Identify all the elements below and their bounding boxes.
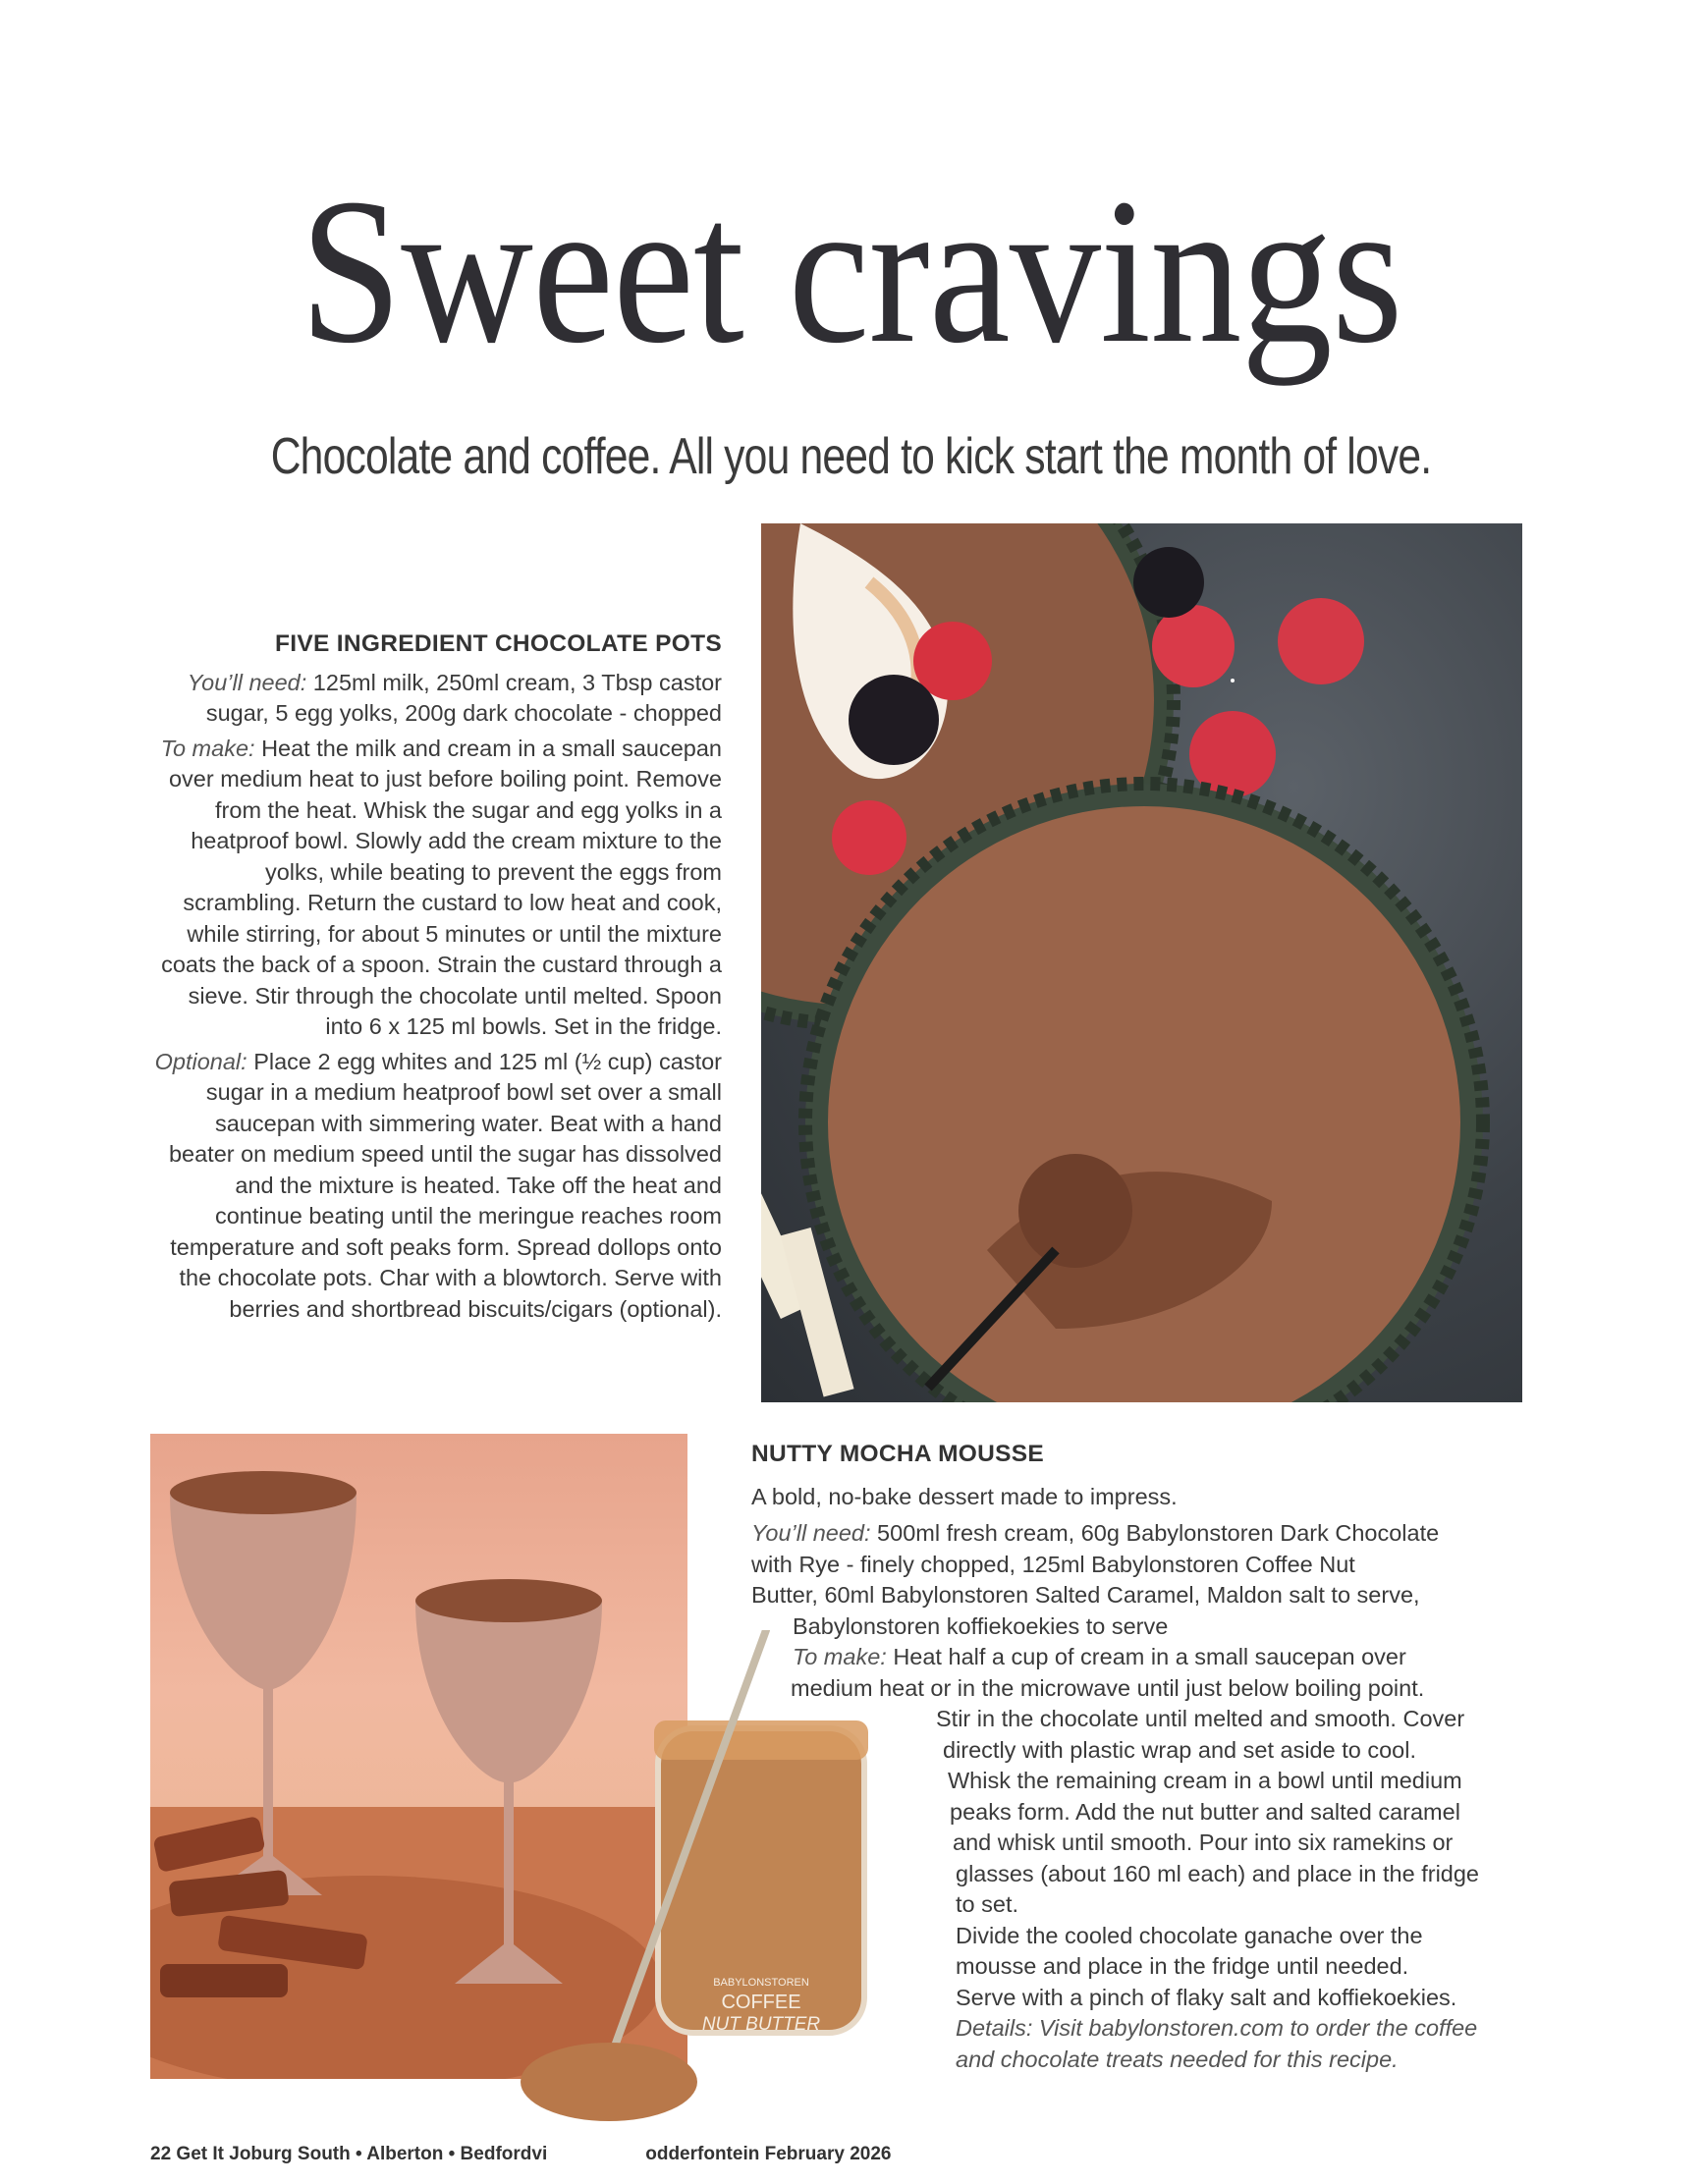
page-subtitle: Chocolate and coffee. All you need to kick start the month of love.: [270, 428, 1432, 485]
method-line: directly with plastic wrap and set aside to cool.: [943, 1736, 1416, 1763]
method-line: glasses (about 160 ml each) and place in the fridge: [956, 1860, 1479, 1886]
footer-left: 22 Get It Joburg South • Alberton • Bedfordvi: [150, 2144, 548, 2164]
ingredients-paragraph: [147, 668, 722, 730]
optional-lead: Optional:: [154, 1048, 247, 1074]
optional-text: Place 2 egg whites and 125 ml (½ cup) castor sugar in a medium heatproof bowl set over a small saucepan with simmering water. Beat with a hand beater on medium speed until the sugar has dissolved and the mixture is heated. Take off the heat and continue beating until the meringue reaches room temperature and soft peaks form. Spread dollops onto the chocolate pots. Char with a blowtorch. Serve with berries and shortbread biscuits/cigars (optional).: [168, 1048, 722, 1322]
method-paragraph: [147, 734, 722, 1043]
method-text: Heat half a cup of cream in a small saucepan over: [886, 1644, 1406, 1669]
method-line: to set.: [956, 1891, 1019, 1917]
method-line: and whisk until smooth. Pour into six ramekins or: [953, 1829, 1454, 1855]
optional-paragraph: [147, 1047, 722, 1326]
method-line: [751, 1642, 1537, 1673]
details-line: Details: Visit babylonstoren.com to order the coffee: [956, 2015, 1478, 2041]
ingredients-line: with Rye - finely chopped, 125ml Babylonstoren Coffee Nut: [751, 1551, 1355, 1577]
chocolate-pots-photo: [761, 523, 1522, 1402]
method-line: mousse and place in the fridge until needed.: [956, 1953, 1409, 1979]
ingredients-lead: You’ll need:: [187, 669, 307, 695]
ingredients-line: Babylonstoren koffiekoekies to serve: [793, 1612, 1169, 1639]
jar-label-line2: NUT BUTTER: [701, 2014, 821, 2035]
method-line: Divide the cooled chocolate ganache over the: [956, 1922, 1423, 1948]
page-title: Sweet cravings: [300, 155, 1402, 386]
method-line: medium heat or in the microwave until just below boiling point.: [791, 1674, 1425, 1701]
recipe-intro: A bold, no-bake dessert made to impress.: [751, 1483, 1178, 1509]
page-footer: [150, 2144, 891, 2165]
ingredients-line: Butter, 60ml Babylonstoren Salted Caramel, Maldon salt to serve,: [751, 1582, 1420, 1608]
method-line: Whisk the remaining cream in a bowl until medium: [948, 1768, 1462, 1793]
method-lead: To make:: [793, 1644, 887, 1669]
recipe-chocolate-pots: [147, 628, 722, 1329]
jar-label-line1: COFFEE: [721, 1992, 801, 2013]
method-line: Stir in the chocolate until melted and smooth. Cover: [936, 1706, 1465, 1731]
recipe-heading: FIVE INGREDIENT CHOCOLATE POTS: [274, 630, 722, 657]
recipe-heading: NUTTY MOCHA MOUSSE: [751, 1441, 1045, 1467]
details-line: and chocolate treats needed for this recipe.: [956, 2046, 1399, 2072]
method-line: peaks form. Add the nut butter and salted caramel: [950, 1798, 1460, 1825]
footer-right: odderfontein February 2026: [645, 2144, 892, 2164]
ingredients-text: 500ml fresh cream, 60g Babylonstoren Dark Chocolate: [870, 1520, 1440, 1546]
ingredients-text: 125ml milk, 250ml cream, 3 Tbsp castor sugar, 5 egg yolks, 200g dark chocolate - chopped: [205, 669, 722, 726]
ingredients-lead: You’ll need:: [751, 1520, 871, 1546]
chocolate-pots-illustration: [761, 523, 1522, 1402]
recipe-nutty-mocha-mousse: [751, 1439, 1537, 2075]
method-text: Heat the milk and cream in a small saucepan over medium heat to just before boiling point. Remove from the heat. Whisk the sugar and egg yolks in a heatproof bowl. Slowly add the cream mixture to the yolks, while beating to prevent the eggs from scrambling. Return the custard to low heat and cook, while stirring, for about 5 minutes or until the mixture coats the back of a spoon. Strain the custard through a sieve. Stir through the chocolate until melted. Spoon into 6 x 125 ml bowls. Set in the fridge.: [161, 735, 722, 1039]
ingredients-line: [751, 1518, 1537, 1550]
method-lead: To make:: [160, 735, 255, 761]
jar-brand-text: BABYLONSTOREN: [713, 1977, 809, 1989]
method-line: Serve with a pinch of flaky salt and koffiekoekies.: [956, 1984, 1457, 2010]
